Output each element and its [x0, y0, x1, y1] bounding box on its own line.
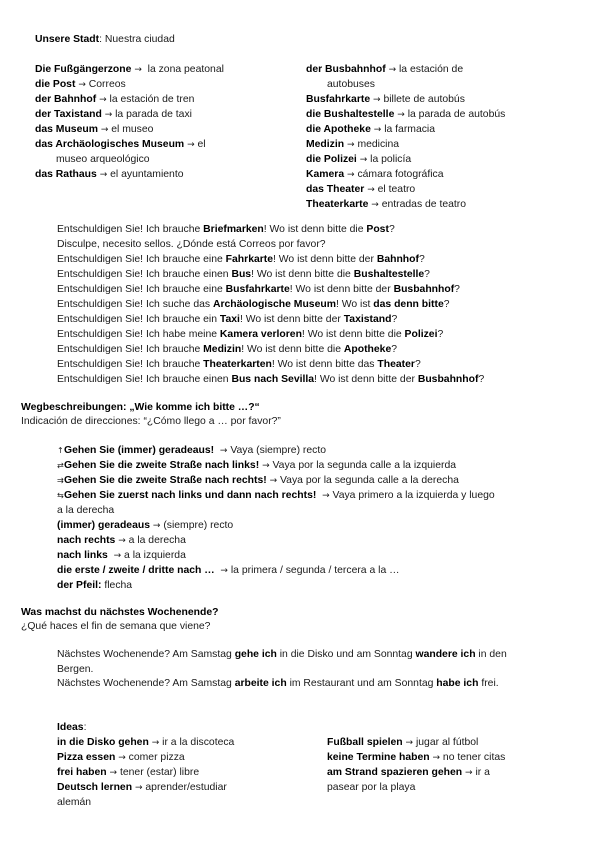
weekend-example-1: Nächstes Wochenende? Am Samstag gehe ich in die Disko und am Sonntag wandere ich in den Bergen. [57, 649, 507, 675]
sentence: Entschuldigen Sie! Ich brauche ein Taxi! Wo ist denn bitte der Taxistand? [57, 314, 398, 325]
weekend-example-2: Nächstes Wochenende? Am Samstag arbeite ich im Restaurant und am Sonntag habe ich frei. [57, 678, 499, 689]
list-item: am Strand spazieren gehen → ir a [327, 767, 490, 778]
list-item-continuation: a la derecha [57, 505, 115, 516]
list-item-continuation: pasear por la playa [327, 782, 416, 793]
list-item: (immer) geradeaus → (siempre) recto [57, 520, 234, 531]
list-item: nach rechts → a la derecha [57, 535, 186, 546]
sentence: Entschuldigen Sie! Ich brauche eine Busfahrkarte! Wo ist denn bitte der Busbahnhof? [57, 284, 460, 295]
list-item: die Post → Correos [35, 79, 126, 90]
list-item: in die Disko gehen → ir a la discoteca [57, 737, 235, 748]
sentence: Entschuldigen Sie! Ich brauche einen Bus nach Sevilla! Wo ist denn bitte der Busbahnhof? [57, 374, 485, 385]
list-item: der Bahnhof → la estación de tren [35, 94, 195, 105]
sentence: Entschuldigen Sie! Ich brauche Medizin! Wo ist denn bitte die Apotheke? [57, 344, 397, 355]
list-item: Medizin → medicina [306, 139, 400, 150]
list-item: Die Fußgängerzone → la zona peatonal [35, 64, 224, 75]
list-item: die Polizei → la policía [306, 154, 412, 165]
list-item: nach links → a la izquierda [57, 550, 186, 561]
list-item: der Busbahnhof → la estación de [306, 64, 464, 75]
weekend-heading: Was machst du nächstes Wochenende? [21, 607, 219, 618]
turn-right-icon: ⇉ [57, 476, 64, 485]
list-item: die erste / zweite / dritte nach … → la primera / segunda / tercera a la … [57, 565, 400, 576]
ideas-label: Ideas: [57, 722, 87, 733]
weekend-subheading: ¿Qué haces el fin de semana que viene? [21, 621, 211, 632]
list-item: Deutsch lernen → aprender/estudiar [57, 782, 227, 793]
list-item: keine Termine haben → no tener citas [327, 752, 506, 763]
list-item: ⇉Gehen Sie die zweite Straße nach rechts! → Vaya por la segunda calle a la derecha [57, 475, 459, 486]
page-title: Unsere Stadt: Nuestra ciudad [35, 34, 175, 45]
sentence: Entschuldigen Sie! Ich brauche Theaterkarten! Wo ist denn bitte das Theater? [57, 359, 421, 370]
list-item-continuation: alemán [57, 797, 92, 808]
list-item: Fußball spielen → jugar al fútbol [327, 737, 479, 748]
list-item: der Taxistand → la parada de taxi [35, 109, 192, 120]
directions-subheading: Indicación de direcciones: “¿Cómo llego a … por favor?” [21, 416, 281, 427]
list-item: das Archäologisches Museum → el [35, 139, 206, 150]
list-item: das Rathaus → el ayuntamiento [35, 169, 184, 180]
sentence: Entschuldigen Sie! Ich brauche einen Bus! Wo ist denn bitte die Bushaltestelle? [57, 269, 430, 280]
list-item: das Theater → el teatro [306, 184, 416, 195]
list-item: ⇄Gehen Sie die zweite Straße nach links! → Vaya por la segunda calle a la izquierda [57, 460, 457, 471]
list-item: das Museum → el museo [35, 124, 154, 135]
directions-heading: Wegbeschreibungen: „Wie komme ich bitte …?“ [21, 402, 260, 413]
list-item: die Bushaltestelle → la parada de autobús [306, 109, 506, 120]
list-item: Busfahrkarte → billete de autobús [306, 94, 465, 105]
sentence: Entschuldigen Sie! Ich brauche Briefmarken! Wo ist denn bitte die Post? [57, 224, 395, 235]
sentence: Entschuldigen Sie! Ich habe meine Kamera verloren! Wo ist denn bitte die Polizei? [57, 329, 444, 340]
list-item: der Pfeil: flecha [57, 580, 133, 591]
list-item-continuation: museo arqueológico [56, 154, 150, 165]
arrow-up-icon: ↑ [57, 446, 64, 455]
turn-left-icon: ⇄ [57, 461, 64, 470]
left-then-right-icon: ⇆ [57, 491, 64, 500]
list-item: ↑Gehen Sie (immer) geradeaus! → Vaya (siempre) recto [57, 445, 327, 456]
list-item: ⇆Gehen Sie zuerst nach links und dann nach rechts! → Vaya primero a la izquierda y luego [57, 490, 495, 501]
list-item: Kamera → cámara fotográfica [306, 169, 444, 180]
list-item-continuation: autobuses [327, 79, 375, 90]
list-item: Theaterkarte → entradas de teatro [306, 199, 467, 210]
sentence-translation: Disculpe, necesito sellos. ¿Dónde está Correos por favor? [57, 239, 326, 250]
sentence: Entschuldigen Sie! Ich brauche eine Fahrkarte! Wo ist denn bitte der Bahnhof? [57, 254, 425, 265]
list-item: Pizza essen → comer pizza [57, 752, 185, 763]
list-item: frei haben → tener (estar) libre [57, 767, 200, 778]
sentence: Entschuldigen Sie! Ich suche das Archäologische Museum! Wo ist das denn bitte? [57, 299, 450, 310]
list-item: die Apotheke → la farmacia [306, 124, 436, 135]
